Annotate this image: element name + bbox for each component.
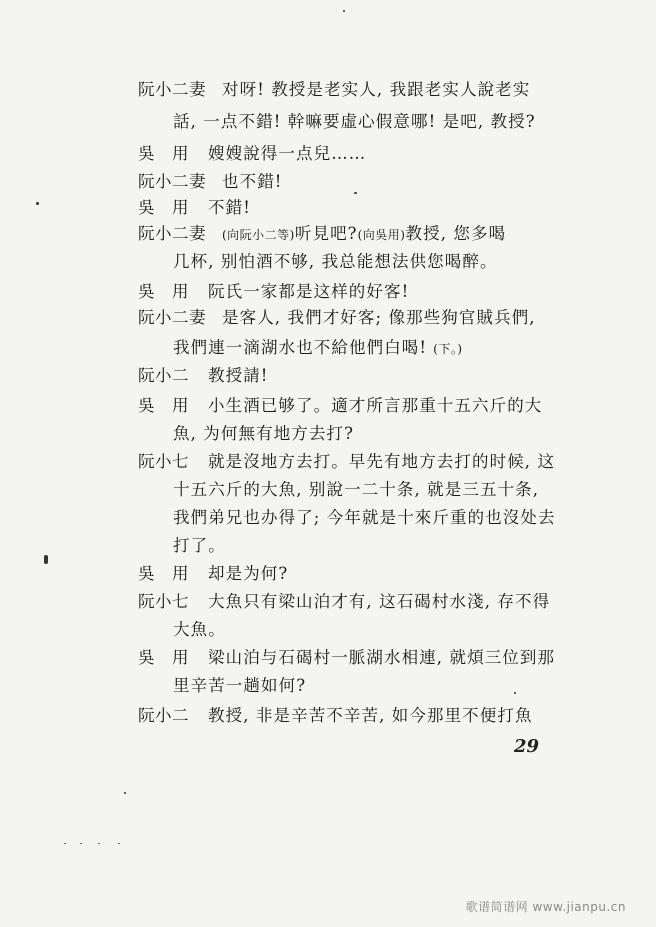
scan-speck xyxy=(98,843,100,844)
dialogue-text: 打了。 xyxy=(173,536,226,555)
scan-speck xyxy=(514,692,516,694)
dialogue-text: 大魚。 xyxy=(173,620,226,639)
dialogue-text: 魚, 为何無有地方去打? xyxy=(173,424,355,443)
dialogue-text: 也不錯! xyxy=(222,172,283,191)
speaker-name: 吳 用 xyxy=(138,282,189,301)
dialogue-text: 教授, 非是辛苦不辛苦, 如今那里不便打魚 xyxy=(208,706,533,725)
dialogue-text xyxy=(222,224,506,245)
speaker-name: 吳 用 xyxy=(138,144,189,163)
speaker-name: 阮小二妻 xyxy=(138,172,206,191)
scan-speck xyxy=(118,843,120,844)
scan-speck xyxy=(124,792,126,794)
dialogue-text: 小生酒已够了。適才所言那重十五六斤的大 xyxy=(208,396,543,415)
scan-speck xyxy=(354,192,357,194)
speaker-name: 阮小七 xyxy=(138,592,189,611)
dialogue-text: 梁山泊与石碣村一脈湖水相連, 就煩三位到那 xyxy=(208,648,556,667)
dialogue-text: 教授請! xyxy=(208,366,269,385)
page-number: 29 xyxy=(514,736,540,757)
dialogue-text: 話, 一点不錯! 幹嘛要虛心假意哪! 是吧, 教授? xyxy=(173,112,536,131)
dialogue-text: 是客人, 我們才好客; 像那些狗官賊兵們, xyxy=(222,308,536,327)
dialogue-text: 大魚只有梁山泊才有, 这石碣村水淺, 存不得 xyxy=(208,592,551,611)
dialogue-text: 里辛苦一趟如何? xyxy=(173,676,307,695)
dialogue-text: 阮氏一家都是这样的好客! xyxy=(208,282,410,301)
speaker-name: 阮小七 xyxy=(138,452,189,471)
speaker-name: 阮小二妻 xyxy=(138,224,206,243)
scan-speck xyxy=(343,10,345,12)
dialogue-text: 就是沒地方去打。早先有地方去打的时候, 这 xyxy=(208,452,556,471)
dialogue-text: 却是为何? xyxy=(208,564,289,583)
speaker-name: 阮小二 xyxy=(138,366,189,385)
scan-speck xyxy=(36,202,39,205)
stage-direction: (向阮小二等) xyxy=(222,228,295,242)
dialogue-text: 几杯, 别怕酒不够, 我总能想法供您喝醉。 xyxy=(173,252,498,271)
dialogue-text: 对呀! 教授是老实人, 我跟老实人說老实 xyxy=(222,80,531,99)
speaker-name: 阮小二妻 xyxy=(138,80,206,99)
dialogue-text xyxy=(173,338,463,359)
scan-speck xyxy=(64,843,66,844)
watermark: 歌谱简谱网 www.jianpu.cn xyxy=(465,900,626,914)
speaker-name: 吳 用 xyxy=(138,396,189,415)
dialogue-text: 我們弟兄也办得了; 今年就是十來斤重的也沒处去 xyxy=(173,508,556,527)
speaker-name: 阮小二妻 xyxy=(138,308,206,327)
stage-direction: (下。) xyxy=(433,342,463,356)
dialogue-text-segment: 我們連一滴湖水也不給他們白喝! xyxy=(173,338,428,357)
dialogue-text: 不錯! xyxy=(208,198,251,217)
scan-speck xyxy=(44,555,48,564)
speaker-name: 吳 用 xyxy=(138,564,189,583)
dialogue-text: 十五六斤的大魚, 别說一二十条, 就是三五十条, xyxy=(173,480,540,499)
stage-direction: (向吳用) xyxy=(357,228,406,242)
dialogue-text-segment: 听見吧? xyxy=(294,224,358,243)
speaker-name: 吳 用 xyxy=(138,648,189,667)
dialogue-text: 嫂嫂說得一点兒…… xyxy=(208,144,367,163)
speaker-name: 吳 用 xyxy=(138,198,189,217)
dialogue-text-segment: 教授, 您多喝 xyxy=(405,224,507,243)
scan-speck xyxy=(80,843,82,844)
speaker-name: 阮小二 xyxy=(138,706,189,725)
